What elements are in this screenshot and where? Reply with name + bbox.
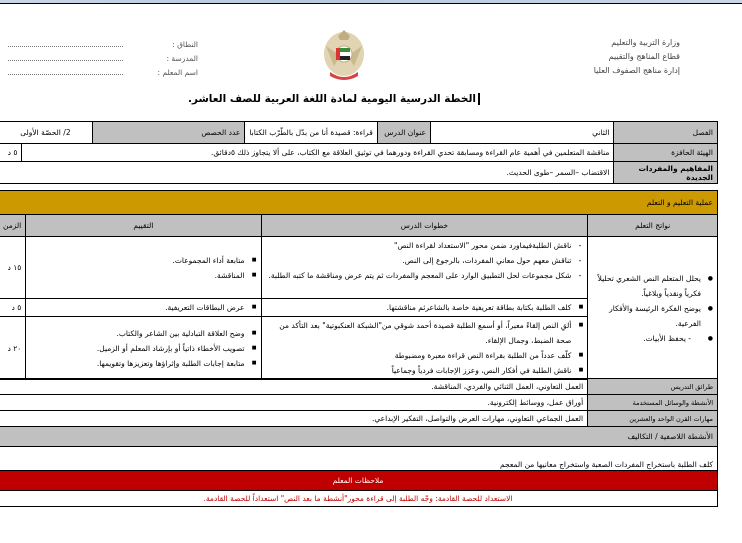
col-time: الزمن [0, 215, 26, 237]
page-title: الخطة الدرسية اليومية لمادة اللغة العربية للصف العاشر. [228, 93, 480, 105]
steps-cell [261, 299, 588, 317]
ministry-line: إدارة مناهج الصفوف العليا [593, 66, 680, 75]
process-section-title: عملية التعليم و التعلم [0, 191, 718, 215]
notes-header [0, 471, 718, 491]
homework-header [0, 427, 718, 447]
step-item: ■ ناقش الطلبة في أفكار النص، وعزز الإجابات فردياً وجماعياً [266, 363, 584, 378]
outcomes-list [592, 271, 713, 346]
steps-list [266, 238, 584, 283]
info-row-semester [0, 122, 718, 144]
process-row [0, 237, 718, 299]
step-item: - شكل مجموعات لحل التطبيق الوارد على المعجم والمفردات ثم يتم عرض ومناقشة ما كتبه الطلبة. [266, 268, 584, 283]
time-cell: ١٥ د [0, 237, 26, 299]
warmup-time: ٥ د [0, 144, 22, 162]
assessment-item: ■ المناقشة. [30, 268, 256, 283]
field-blank[interactable] [8, 69, 123, 75]
step-item: ■ كلف الطلبة بكتابة بطاقة تعريفية خاصة بالشاعرثم مناقشتها. [266, 300, 584, 315]
steps-cell [261, 317, 588, 380]
outcome-item: ● يحلل المتعلم النص الشعري تحليلاً فكرياً ونقدياً وبلاغياً. [592, 271, 713, 301]
method-value: العمل الجماعي التعاوني، مهارات العرض والتواصل، التفكير الإبداعي. [0, 411, 588, 427]
outcome-item: ● يوضح الفكرة الرئيسة والأفكار الفرعية. [592, 301, 713, 331]
window-top-bar [0, 0, 742, 4]
step-item: - ناقش الطلبةفيماورد ضمن محور "الاستعداد لقراءة النص" [266, 238, 584, 253]
assessment-list [30, 326, 256, 371]
homework-row [0, 447, 718, 471]
teacher-info-fields [8, 37, 198, 79]
steps-list [266, 300, 584, 315]
assessment-item: ■ وضح العلاقة التبادلية بين الشاعر والكتاب. [30, 326, 256, 341]
assessment-item: ■ متابعة إجابات الطلبة وإثراؤها وتعزيزها وتقويمها. [30, 356, 256, 371]
outcomes-cell [588, 237, 718, 380]
notes-row [0, 491, 718, 507]
warmup-value: مناقشة المتعلمين في أهمية عام القراءة ومسابقة تحدي القراءة ودورهما في توثيق العلاقة مع الكتاب، على ألا يتجاوز ذلك ٥دقائق. [22, 144, 614, 162]
method-label: مهارات القرن الواحد والعشرين [588, 411, 718, 427]
field-blank[interactable] [8, 55, 123, 61]
method-label: طرائق التدريس [588, 379, 718, 395]
process-column-headers [0, 215, 718, 237]
homework-title: الأنشطة اللاصفية / التكاليف [0, 427, 718, 447]
methods-and-notes-table [0, 378, 718, 507]
assessment-item: ■ تصويب الأخطاء ذاتياً أو بإرشاد المعلم أو الزميل. [30, 341, 256, 356]
steps-list [266, 318, 584, 378]
homework-value: كلف الطلبة باستخراج المفردات الصعبة واستخراج معانيها من المعجم [0, 447, 718, 471]
assessment-cell [26, 317, 261, 380]
step-item: - تناقش معهم حول معاني المفردات، بالرجوع إلى النص. [266, 253, 584, 268]
assessment-list [30, 300, 256, 315]
info-row-concepts [0, 162, 718, 184]
method-value: أوراق عمل، ووسائط إلكترونية. [0, 395, 588, 411]
method-label: الأنشطة والوسائل المستخدمة [588, 395, 718, 411]
ministry-header [520, 36, 680, 78]
outcome-item: ● - يحفظ الأبيات. [592, 331, 713, 346]
assessment-cell [26, 299, 261, 317]
method-row [0, 379, 718, 395]
lesson-title-label: عنوان الدرس [377, 122, 430, 144]
warmup-label: الهيئة الحافزة [614, 144, 718, 162]
field-label: اسم المعلم : [157, 67, 198, 77]
field-school [8, 51, 198, 65]
semester-value: الثاني [430, 122, 613, 144]
col-steps: خطوات الدرس [261, 215, 588, 237]
field-label: المدرسة : [166, 53, 198, 63]
ministry-line: وزارة التربية والتعليم [611, 38, 680, 47]
assessment-cell [26, 237, 261, 299]
uae-emblem-icon [322, 26, 366, 84]
col-assessment: التقييم [26, 215, 261, 237]
lesson-title-value: قراءة: قصيدة أنا من بدّل بالطّرّب الكتابا [245, 122, 377, 144]
process-section-header [0, 191, 718, 215]
field-label: النطاق : [172, 39, 198, 49]
assessment-list [30, 253, 256, 283]
notes-value: الاستعداد للحصة القادمة: وجّه الطلبة إلى قراءة محور"أنشطة ما بعد النص" استعداداً للحصة القادمة. [0, 491, 718, 507]
field-blank[interactable] [8, 41, 123, 47]
time-cell: ٥ د [0, 299, 26, 317]
method-row [0, 395, 718, 411]
semester-label: الفصل [614, 122, 718, 144]
assessment-item: ■ متابعة أداء المجموعات. [30, 253, 256, 268]
time-cell: ٢٠ د [0, 317, 26, 380]
periods-label: عدد الحصص [92, 122, 245, 144]
steps-cell [261, 237, 588, 299]
lesson-info-table [0, 121, 718, 184]
teaching-process-table [0, 190, 718, 380]
periods-value: 2/ الحصّة الأولى [0, 122, 92, 144]
notes-title: ملاحظات المعلم [0, 471, 718, 491]
assessment-item: ■ عرض البطاقات التعريفية. [30, 300, 256, 315]
method-row [0, 411, 718, 427]
info-row-warmup [0, 144, 718, 162]
ministry-line: قطاع المناهج والتقييم [608, 52, 680, 61]
method-value: العمل التعاوني، العمل الثنائي والفردي، المناقشة. [0, 379, 588, 395]
field-teacher-name [8, 65, 198, 79]
step-item: ■ ألقِ النص إلقاءً معبراً، أو أسمع الطلبة قصيدة أحمد شوقي من"الشبكة العنكبوتية" بعد التأكد من صحة الضبط، وجمال الإلقاء. [266, 318, 584, 348]
concepts-value: الاقتضاب –السمر –طوى الحديث. [0, 162, 614, 184]
step-item: ■ كلّف عدداً من الطلبة بقراءة النص قراءة معبرة ومضبوطة [266, 348, 584, 363]
concepts-label: المفاهيم والمفردات الجديدة [614, 162, 718, 184]
field-range [8, 37, 198, 51]
col-outcomes: نواتج التعلم [588, 215, 718, 237]
